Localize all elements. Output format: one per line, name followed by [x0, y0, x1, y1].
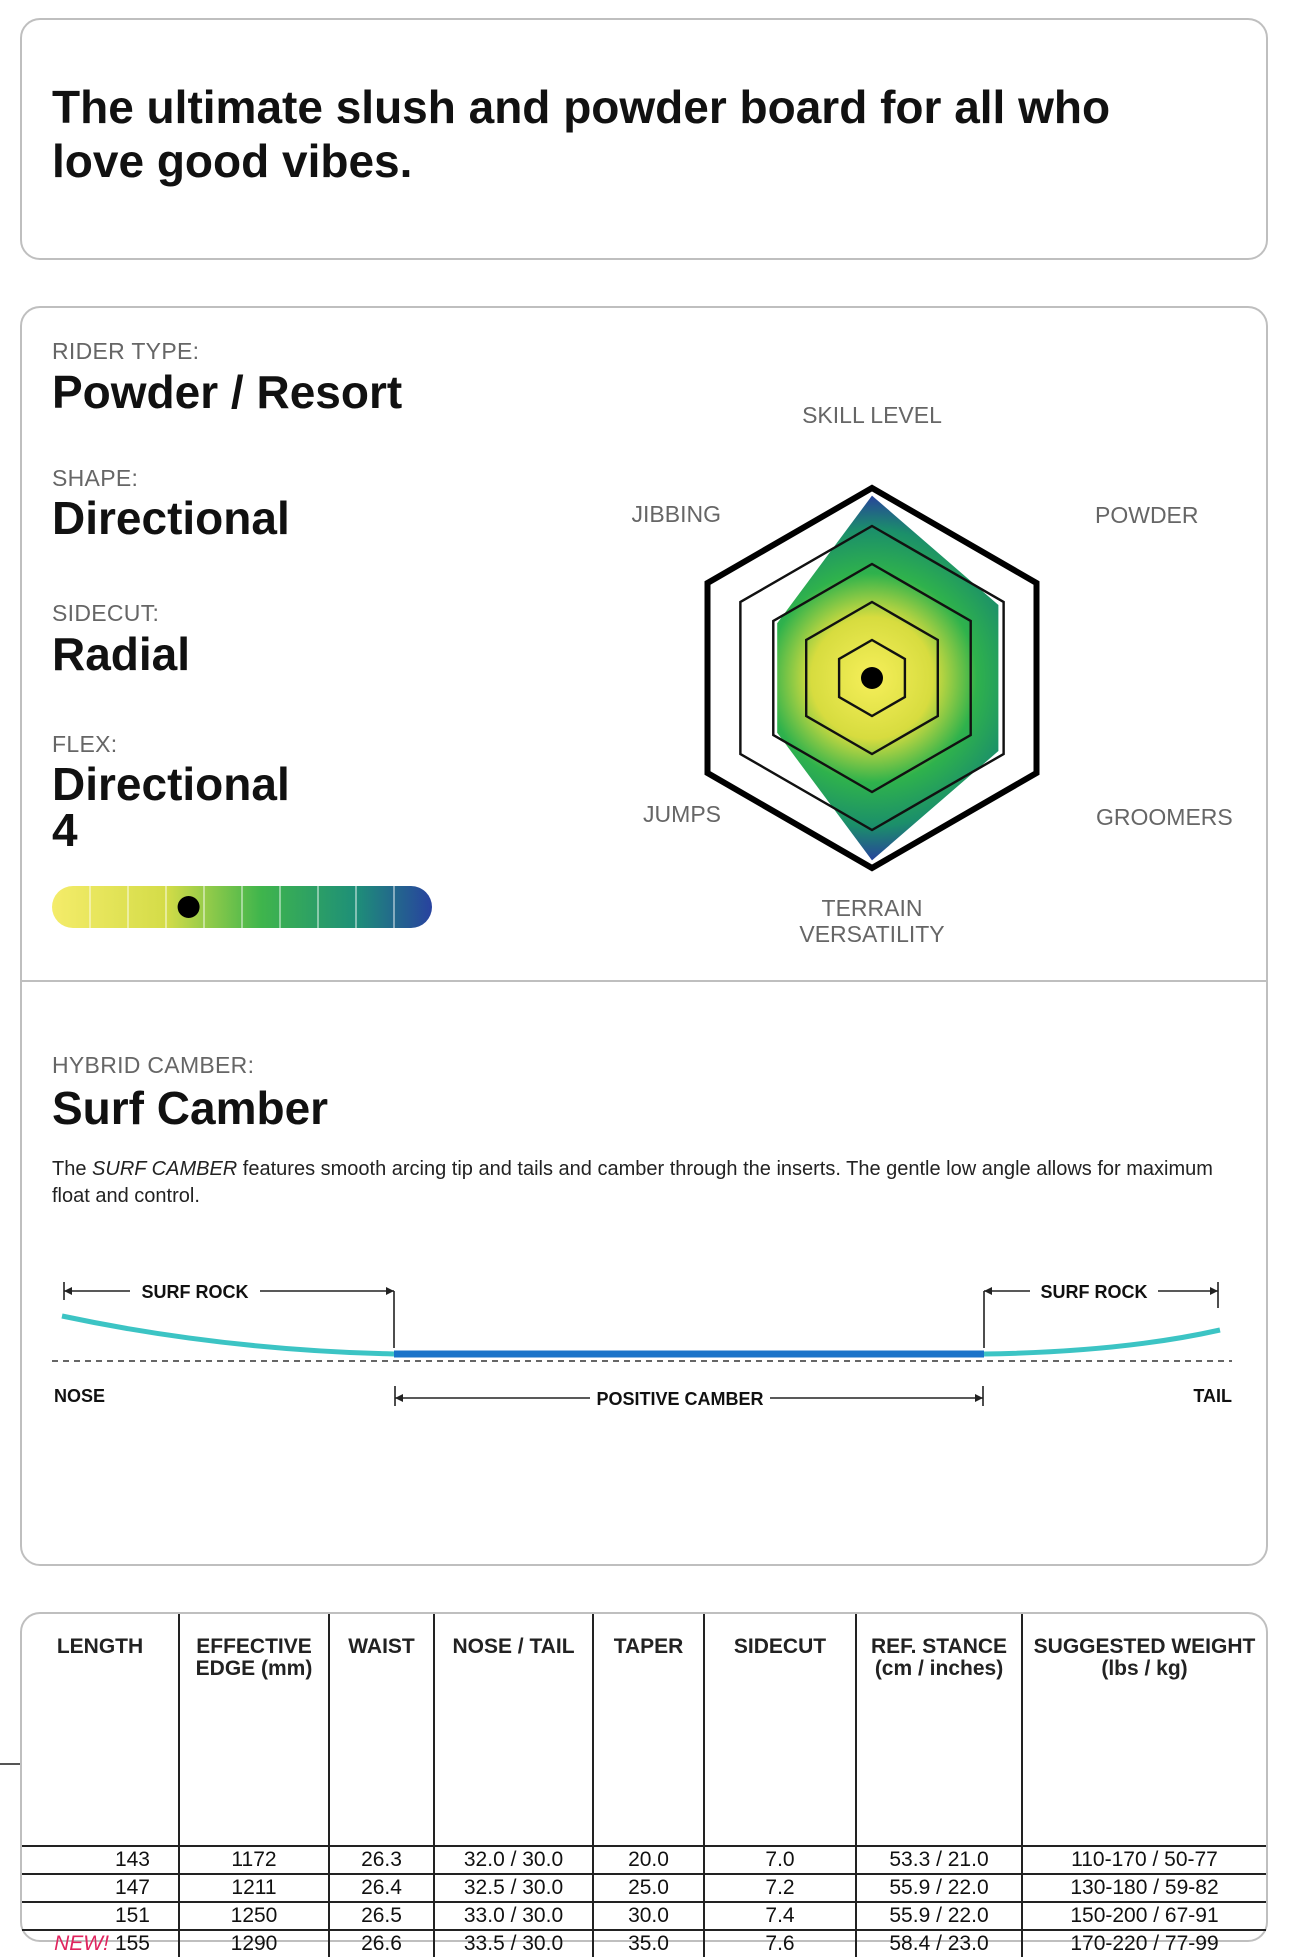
- shape-value: Directional: [52, 492, 290, 544]
- table-cell: 20.0: [593, 1846, 704, 1874]
- flex-marker: [178, 896, 200, 918]
- table-cell: 30.0: [593, 1902, 704, 1930]
- camber-profile-diagram: [22, 1268, 1266, 1468]
- camber-desc-emphasis: SURF CAMBER: [92, 1158, 238, 1180]
- table-cell: 32.0 / 30.0: [434, 1846, 593, 1874]
- table-cell: 55.9 / 22.0: [856, 1902, 1022, 1930]
- radar-label-groomers: GROOMERS: [1096, 804, 1233, 830]
- surf-rock-right-curve: [984, 1330, 1220, 1354]
- col-header: [22, 1614, 179, 1846]
- table-row: [22, 1846, 1266, 1874]
- radar-center-dot: [861, 667, 883, 689]
- col-header-label: NOSE / TAIL: [452, 1635, 575, 1658]
- table-cell: 7.0: [704, 1846, 856, 1874]
- flex-value: Directional: [52, 758, 290, 810]
- radar-label-jibbing: JIBBING: [631, 501, 721, 527]
- col-header-label: SIDECUT: [733, 1635, 827, 1658]
- table-cell: 1250: [179, 1902, 329, 1930]
- camber-desc-prefix: The: [52, 1158, 93, 1180]
- table-cell: 7.2: [704, 1874, 856, 1902]
- col-header-label: SUGGESTED WEIGHT (lbs / kg): [1033, 1635, 1256, 1680]
- new-badge: NEW!: [54, 1932, 109, 1955]
- section-divider: [22, 980, 1266, 982]
- specs-card: [20, 306, 1268, 1566]
- col-header: [593, 1614, 704, 1846]
- camber-description: [52, 1156, 1252, 1210]
- col-header-label: LENGTH: [56, 1635, 144, 1658]
- table-edge-stub: [0, 1763, 22, 1765]
- table-cell: 130-180 / 59-82: [1022, 1874, 1266, 1902]
- table-cell: [22, 1874, 179, 1902]
- table-cell: 150-200 / 67-91: [1022, 1902, 1266, 1930]
- surf-rock-left-label: SURF ROCK: [141, 1282, 249, 1302]
- col-header: [434, 1614, 593, 1846]
- table-cell: 55.9 / 22.0: [856, 1874, 1022, 1902]
- table-cell: 58.4 / 23.0: [856, 1930, 1022, 1957]
- table-cell: 7.6: [704, 1930, 856, 1957]
- table-cell: 33.0 / 30.0: [434, 1902, 593, 1930]
- table-cell: 35.0: [593, 1930, 704, 1957]
- nose-label: NOSE: [54, 1386, 106, 1406]
- col-header: [856, 1614, 1022, 1846]
- table-cell: 1290: [179, 1930, 329, 1957]
- flex-scale-bar: [52, 886, 432, 928]
- col-header-label: REF. STANCE (cm / inches): [870, 1635, 1008, 1680]
- table-cell: 26.5: [329, 1902, 434, 1930]
- radar-label-terrain: TERRAIN: [821, 895, 923, 921]
- table-cell: 26.3: [329, 1846, 434, 1874]
- radar-label-jumps: JUMPS: [643, 801, 721, 827]
- col-header-label: EFFECTIVE EDGE (mm): [195, 1635, 313, 1680]
- table-cell: 1211: [179, 1874, 329, 1902]
- cell-value: 147: [114, 1876, 150, 1899]
- rider-type-value: Powder / Resort: [52, 366, 403, 418]
- sidecut-value: Radial: [52, 628, 191, 680]
- col-header-label: WAIST: [348, 1635, 415, 1658]
- camber-desc-suffix: features smooth arcing tip and tails and camber through the inserts. The gentle low angle allows for maximum float and control.: [52, 1158, 1213, 1207]
- table-cell: [22, 1930, 179, 1957]
- size-table-card: [20, 1612, 1268, 1955]
- camber-name: Surf Camber: [52, 1082, 329, 1134]
- table-cell: 170-220 / 77-99: [1022, 1930, 1266, 1957]
- size-table: [22, 1614, 1266, 1957]
- sidecut-label: SIDECUT:: [52, 600, 160, 626]
- flex-label: FLEX:: [52, 731, 118, 757]
- cell-value: 143: [114, 1848, 150, 1871]
- col-header: [1022, 1614, 1266, 1846]
- table-cell: 26.4: [329, 1874, 434, 1902]
- table-row: [22, 1902, 1266, 1930]
- radar-label-versatility: VERSATILITY: [799, 921, 945, 947]
- tagline: The ultimate slush and powder board for all who love good vibes.: [52, 81, 1111, 187]
- table-header-row: [22, 1614, 1266, 1846]
- table-cell: 110-170 / 50-77: [1022, 1846, 1266, 1874]
- radar-score-area: [777, 496, 998, 861]
- col-header-label: TAPER: [613, 1635, 684, 1658]
- table-cell: 7.4: [704, 1902, 856, 1930]
- cell-value: 151: [114, 1904, 150, 1927]
- tail-label: TAIL: [1193, 1386, 1232, 1406]
- positive-camber-label: POSITIVE CAMBER: [596, 1389, 764, 1409]
- radar-chart: [582, 348, 1262, 947]
- table-cell: 33.5 / 30.0: [434, 1930, 593, 1957]
- radar-label-skill-level: SKILL LEVEL: [802, 402, 942, 428]
- col-header: [704, 1614, 856, 1846]
- rider-type-label: RIDER TYPE:: [52, 338, 200, 364]
- table-cell: [22, 1846, 179, 1874]
- cell-value: 155: [114, 1932, 150, 1955]
- surf-rock-right-label: SURF ROCK: [1040, 1282, 1148, 1302]
- camber-label: HYBRID CAMBER:: [52, 1052, 255, 1078]
- table-cell: [22, 1902, 179, 1930]
- table-cell: 26.6: [329, 1930, 434, 1957]
- table-cell: 25.0: [593, 1874, 704, 1902]
- radar-label-powder: POWDER: [1095, 502, 1199, 528]
- flex-rating: 4: [52, 804, 78, 856]
- table-cell: 53.3 / 21.0: [856, 1846, 1022, 1874]
- shape-label: SHAPE:: [52, 465, 139, 491]
- table-row: [22, 1874, 1266, 1902]
- tagline-card: [20, 18, 1268, 260]
- table-cell: 1172: [179, 1846, 329, 1874]
- col-header: [329, 1614, 434, 1846]
- surf-rock-left-curve: [62, 1316, 394, 1354]
- col-header: [179, 1614, 329, 1846]
- table-cell: 32.5 / 30.0: [434, 1874, 593, 1902]
- table-row: [22, 1930, 1266, 1957]
